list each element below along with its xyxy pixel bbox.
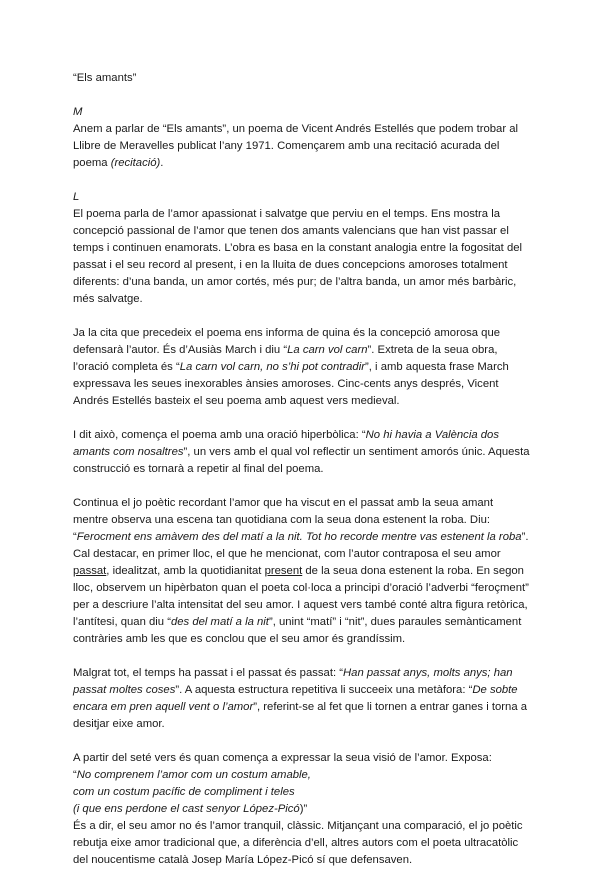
- p6-intro: A partir del seté vers és quan comença a expressar la seua visió de l’amor. Exposa:: [73, 752, 492, 764]
- p2-text-c: ”. Extreta de la seua obra, l’oració completa és “: [73, 344, 498, 373]
- p3-quote: No hi havia a València dos amants com nosaltres: [73, 429, 499, 458]
- p4-text-e: , idealitzat, amb la quotidianitat: [106, 565, 265, 577]
- p3-text-c: ”, un vers amb el qual vol reflectir un sentiment amorós únic. Aquesta construcció es tornarà a repetir al final del poema.: [73, 446, 530, 475]
- p5-quote-1: Han passat anys, molts anys; han passat moltes coses: [73, 667, 513, 696]
- section-marker-m: M: [73, 106, 83, 118]
- paragraph-2: [73, 325, 530, 410]
- p4-text-c: ”. Cal destacar, en primer lloc, el que he mencionat, com l’autor contraposa el seu amor: [73, 531, 529, 560]
- intro-italic: (recitació): [110, 157, 161, 169]
- p3-text-a: I dit això, comença el poema amb una oració hiperbòlica: “: [73, 429, 366, 441]
- p6-quote-open: “: [73, 769, 77, 781]
- p4-quote-1: Ferocment ens amàvem des del matí a la nit. Tot ho recorde mentre vas estenent la roba: [76, 531, 522, 543]
- p4-text-i: ”, unint “matí” i “nit”, dues paraules semànticament contràries amb les que es conclou que el seu amor és grandíssim.: [73, 616, 522, 645]
- p2-quote-2: La carn vol carn, no s’hi pot contradir: [179, 361, 365, 373]
- p5-text-a: Malgrat tot, el temps ha passat i el passat és passat: “: [73, 667, 344, 679]
- p4-quote-2: des del matí a la nit: [170, 616, 269, 628]
- p6-verse-3: (i que ens perdone el cast senyor López-Picó: [73, 803, 300, 815]
- p5-quote-2: De sobte encara em pren aquell vent o l’amor: [73, 684, 518, 713]
- intro-paragraph: [73, 121, 530, 172]
- p4-text-a: Continua el jo poètic recordant l’amor que ha viscut en el passat amb la seua amant mentre observa una escena tan quotidiana com la seua dona estenent la roba. Diu: “: [73, 497, 494, 543]
- p2-text-e: ”, i amb aquesta frase March expressava les seues inexorables ànsies amoroses. Cinc-cents anys després, Vicent Andrés Estellés basteix el seu poema amb aquest vers medieval.: [73, 361, 509, 407]
- paragraph-6: [73, 750, 530, 869]
- document-title: “Els amants”: [73, 72, 137, 84]
- paragraph-4: [73, 495, 530, 648]
- p5-text-c: ”. A aquesta estructura repetitiva li succeeix una metàfora: “: [175, 684, 473, 696]
- section-marker-l: L: [73, 191, 80, 203]
- p4-underlined-present: present: [264, 565, 303, 577]
- p4-underlined-passat: passat: [73, 565, 107, 577]
- paragraph-5: [73, 665, 530, 733]
- p4-text-g: de la seua dona estenent la roba. En segon lloc, observem un hipèrbaton quan el poeta col·loca a principi d’oració l’adverbi “feroçment” per a descriure l’alta intensitat del seu amor. I aquest vers també conté altra figura retòrica, l’antítesi, quan diu “: [73, 565, 529, 628]
- p6-quote-line-3: [73, 801, 530, 818]
- intro-text: Anem a parlar de “Els amants”, un poema de Vicent Andrés Estellés que podem trobar al Llibre de Meravelles publicat l’any 1971. Començarem amb una recitació acurada del poema: [73, 123, 519, 169]
- intro-period: .: [160, 157, 164, 169]
- p2-text-a: Ja la cita que precedeix el poema ens informa de quina és la concepció amorosa que defensarà l’autor. És d’Ausiàs March i diu “: [73, 327, 501, 356]
- p5-text-e: ”, referint-se al fet que li tornen a entrar ganes i torna a desitjar eixe amor.: [73, 701, 528, 730]
- p6-verse-1: No comprenem l’amor com un costum amable,: [76, 769, 311, 781]
- p6-quote-close: )”: [299, 803, 308, 815]
- paragraph-3: [73, 427, 530, 478]
- p2-quote-1: La carn vol carn: [287, 344, 368, 356]
- p6-quote-line-2: [73, 784, 530, 801]
- p6-verse-2: com un costum pacífic de compliment i teles: [73, 786, 295, 798]
- paragraph-1: El poema parla de l’amor apassionat i salvatge que perviu en el temps. Ens mostra la concepció passional de l’amor que tenen dos amants valencians que han vist passar el temps i continuen enamorats. L’obra es basa en la constant analogia entre la fogositat del passat i el seu record al present, i en la lluita de dues concepcions amoroses totalment diferents: d’una banda, un amor cortés, més pur; de l’altra banda, un amor més barbàric, més salvatge.: [73, 208, 523, 305]
- p6-rest: És a dir, el seu amor no és l’amor tranquil, clàssic. Mitjançant una comparació, el jo poètic rebutja eixe amor tradicional que, a diferència d’ell, altres autors com el poeta ultracatòlic del noucentisme català Josep María López-Picó sí que defensaven.: [73, 820, 523, 866]
- p6-quote-line-1: [73, 767, 530, 784]
